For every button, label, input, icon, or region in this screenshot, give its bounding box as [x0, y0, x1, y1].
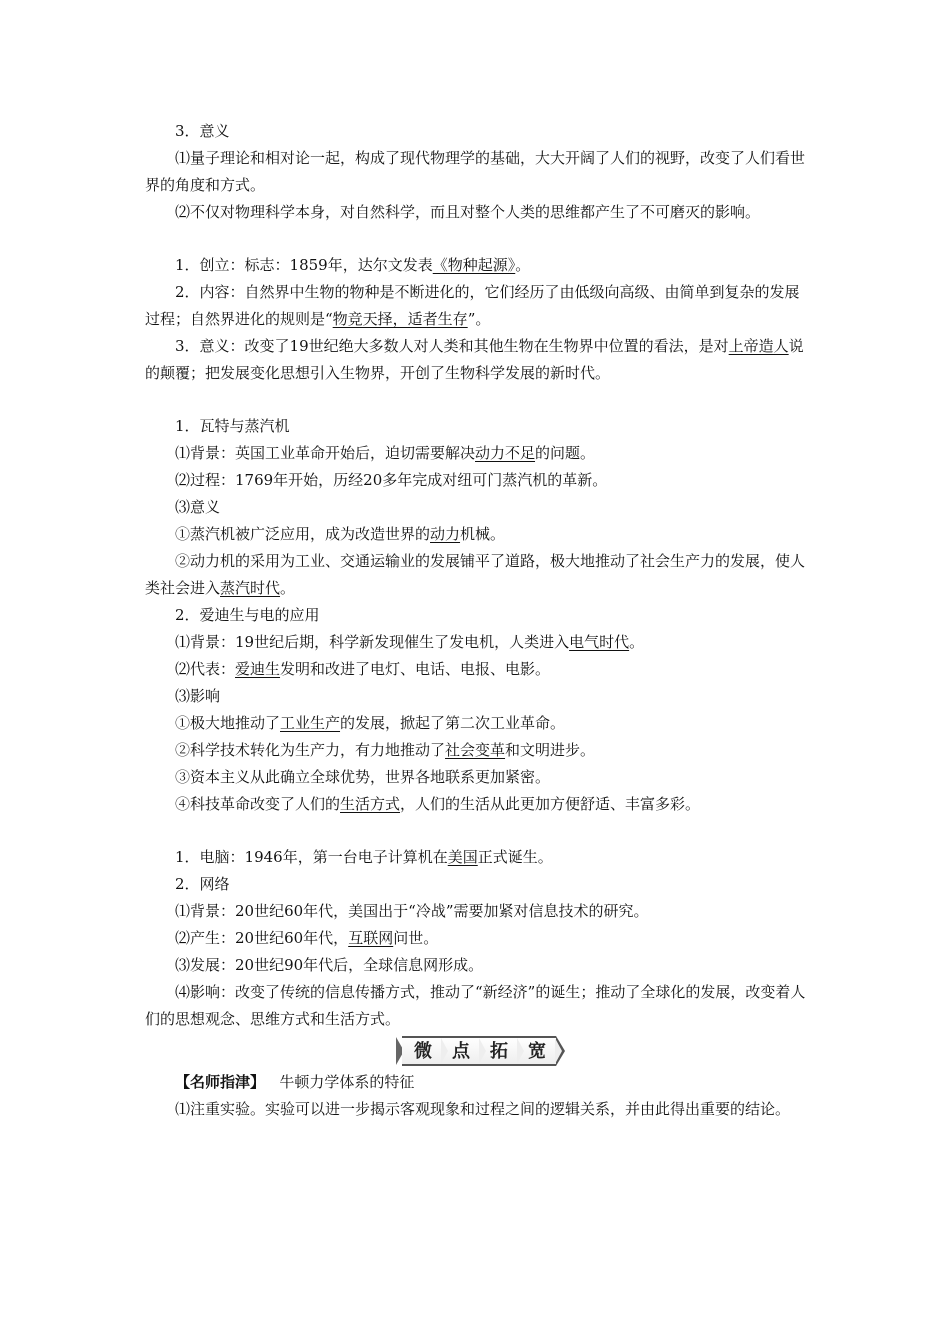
paragraph: 2．内容：自然界中生物的物种是不断进化的，它们经历了由低级向高级、由简单到复杂的发展过程；自然界进化的规则是“物竞天择，适者生存”。	[145, 283, 800, 328]
paragraph: ①极大地推动了工业生产的发展，掀起了第二次工业革命。	[175, 714, 566, 732]
paragraph: ⑶影响	[175, 687, 221, 705]
paragraph: ⑴量子理论和相对论一起，构成了现代物理学的基础，大大开阔了人们的视野，改变了人们看世界的角度和方式。	[145, 149, 806, 194]
banner-char: 拓	[478, 1036, 518, 1066]
tip-heading	[145, 1069, 807, 1096]
paragraph: ⑵产生：20世纪60年代，互联网问世。	[175, 929, 439, 947]
paragraph: ①蒸汽机被广泛应用，成为改造世界的动力机械。	[175, 525, 506, 543]
heading: 2．网络	[175, 875, 230, 893]
paragraph: ⑴背景：英国工业革命开始后，迫切需要解决动力不足的问题。	[175, 444, 596, 462]
paragraph: 1．电脑：1946年，第一台电子计算机在美国正式诞生。	[175, 848, 553, 866]
paragraph: ⑵代表：爱迪生发明和改进了电灯、电话、电报、电影。	[175, 660, 551, 678]
underlined-answer: 电气时代	[569, 633, 630, 651]
underlined-answer: 《物种起源》	[432, 256, 516, 274]
banner-char: 点	[440, 1036, 480, 1066]
paragraph: ⑵过程：1769年开始，历经20多年完成对纽可门蒸汽机的革新。	[175, 471, 608, 489]
tip-tag: 【名师指津】	[175, 1073, 266, 1091]
section-banner	[145, 1035, 807, 1067]
underlined-answer: 动力不足	[475, 444, 536, 462]
underlined-answer: 物竞天择，适者生存	[332, 310, 468, 328]
paragraph: ⑵不仅对物理科学本身，对自然科学，而且对整个人类的思维都产生了不可磨灭的影响。	[175, 203, 761, 221]
underlined-answer: 社会变革	[445, 741, 506, 759]
paragraph: ⑷影响：改变了传统的信息传播方式，推动了“新经济”的诞生；推动了全球化的发展，改变着人们的思想观念、思维方式和生活方式。	[145, 983, 806, 1028]
underlined-answer: 工业生产	[280, 714, 341, 732]
paragraph: 1．创立：标志：1859年，达尔文发表《物种起源》。	[175, 256, 531, 274]
tip-title: 牛顿力学体系的特征	[279, 1073, 415, 1091]
underlined-answer: 互联网	[348, 929, 394, 947]
underlined-answer: 动力	[430, 525, 461, 543]
paragraph: ②科学技术转化为生产力，有力地推动了社会变革和文明进步。	[175, 741, 596, 759]
banner-char: 宽	[516, 1036, 556, 1066]
document-page	[145, 118, 807, 1123]
paragraph: ⑴背景：20世纪60年代，美国出于“冷战”需要加紧对信息技术的研究。	[175, 902, 649, 920]
heading-significance: 3．意义	[175, 122, 230, 140]
paragraph: ⑶发展：20世纪90年代后，全球信息网形成。	[175, 956, 484, 974]
underlined-answer: 蒸汽时代	[220, 579, 281, 597]
underlined-answer: 美国	[447, 848, 478, 866]
heading: 2．爱迪生与电的应用	[175, 606, 320, 624]
underlined-answer: 爱迪生	[235, 660, 281, 678]
banner-char: 微	[402, 1036, 442, 1066]
paragraph: ④科技革命改变了人们的生活方式，人们的生活从此更加方便舒适、丰富多彩。	[175, 795, 701, 813]
paragraph: ②动力机的采用为工业、交通运输业的发展铺平了道路，极大地推动了社会生产力的发展，使人类社会进入蒸汽时代。	[145, 552, 806, 597]
heading: 1．瓦特与蒸汽机	[175, 417, 290, 435]
paragraph: ⑴背景：19世纪后期，科学新发现催生了发电机，人类进入电气时代。	[175, 633, 645, 651]
underlined-answer: 上帝造人	[728, 337, 789, 355]
paragraph: ⑴注重实验。实验可以进一步揭示客观现象和过程之间的逻辑关系，并由此得出重要的结论。	[175, 1100, 791, 1118]
paragraph: ③资本主义从此确立全球优势，世界各地联系更加紧密。	[175, 768, 551, 786]
paragraph: ⑶意义	[175, 498, 221, 516]
paragraph: 3．意义：改变了19世纪绝大多数人对人类和其他生物在生物界中位置的看法，是对上帝造人说的颠覆；把发展变化思想引入生物界，开创了生物科学发展的新时代。	[145, 337, 804, 382]
underlined-answer: 生活方式	[340, 795, 401, 813]
